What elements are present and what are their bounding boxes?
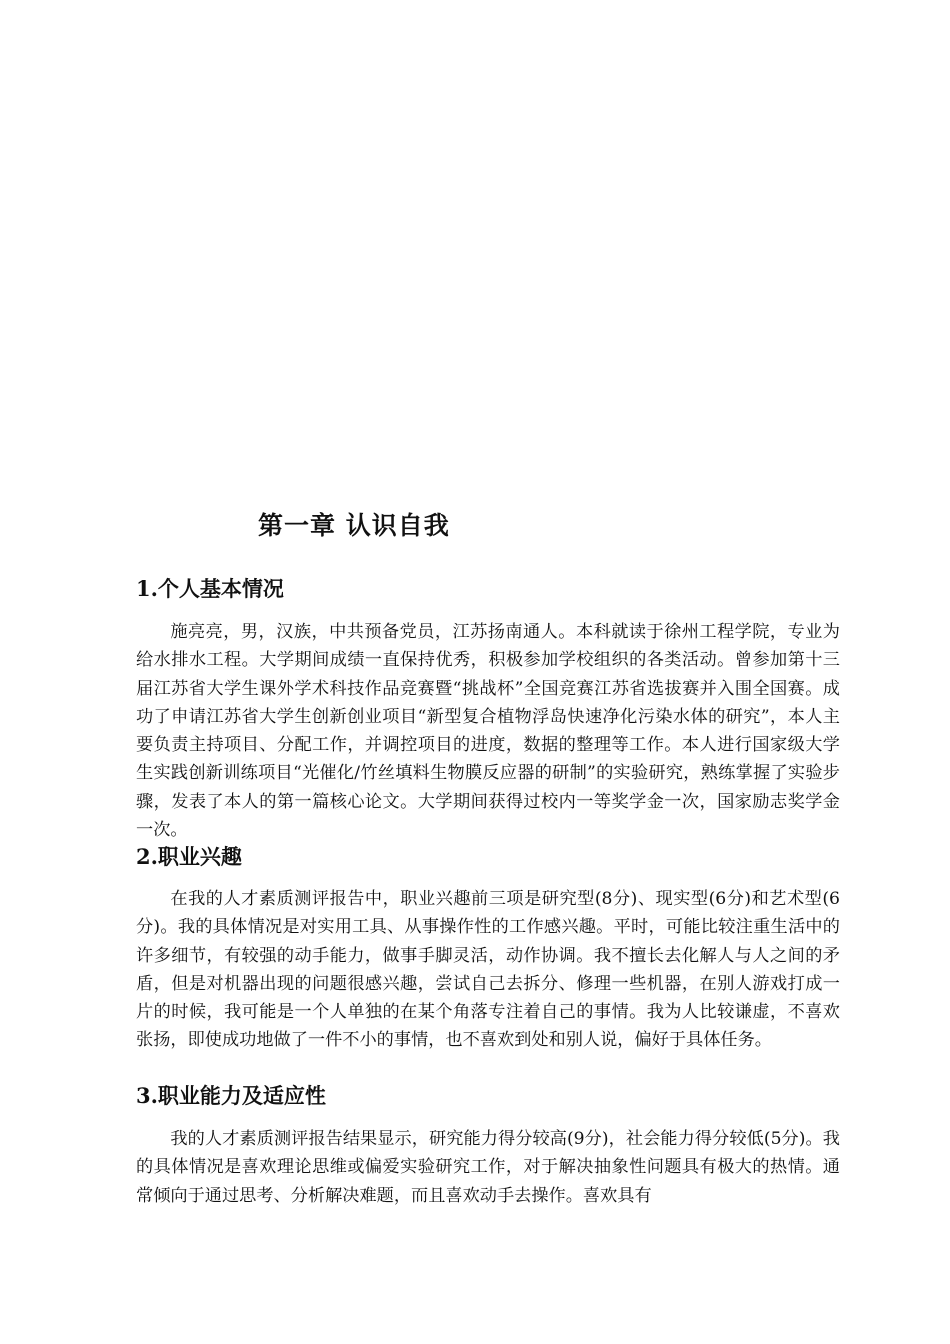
section-paragraph: 施亮亮，男，汉族，中共预备党员，江苏扬南通人。本科就读于徐州工程学院，专业为给水排水工程。大学期间成绩一直保持优秀，积极参加学校组织的各类活动。曾参加第十三届江苏省大学生课外学术科技作品竞赛暨“挑战杯”全国竞赛江苏省选拔赛并入围全国赛。成功了申请江苏省大学生创新创业项目“新型复合植物浮岛快速净化污染水体的研究”，本人主要负责主持项目、分配工作，并调控项目的进度，数据的整理等工作。本人进行国家级大学生实践创新训练项目“光催化/竹丝填料生物膜反应器的研制”的实验研究，熟练掌握了实验步骤，发表了本人的第一篇核心论文。大学期间获得过校内一等奖学金一次，国家励志奖学金一次。 — [136, 622, 840, 841]
section-heading: 2.职业兴趣 — [136, 844, 242, 869]
section-paragraph: 我的人才素质测评报告结果显示，研究能力得分较高(9分)，社会能力得分较低(5分)。我的具体情况是喜欢理论思维或偏爱实验研究工作，对于解决抽象性问题具有极大的热情。通常倾向于通过思考、分析解决难题，而且喜欢动手去操作。喜欢具有 — [136, 1129, 840, 1206]
section-personal-info — [136, 574, 840, 844]
chapter-title: 第一章 认识自我 — [258, 511, 450, 540]
section-heading: 3.职业能力及适应性 — [136, 1083, 326, 1108]
section-heading: 1.个人基本情况 — [136, 576, 284, 601]
section-career-ability — [136, 1081, 840, 1210]
section-paragraph: 在我的人才素质测评报告中，职业兴趣前三项是研究型(8分)、现实型(6分)和艺术型(6分)。我的具体情况是对实用工具、从事操作性的工作感兴趣。平时，可能比较注重生活中的许多细节，有较强的动手能力，做事手脚灵活，动作协调。我不擅长去化解人与人之间的矛盾，但是对机器出现的问题很感兴趣，尝试自己去拆分、修理一些机器，在别人游戏打成一片的时候，我可能是一个人单独的在某个角落专注着自己的事情。我为人比较谦虚，不喜欢张扬，即使成功地做了一件不小的事情，也不喜欢到处和别人说，偏好于具体任务。 — [136, 889, 840, 1051]
section-career-interest — [136, 842, 840, 1055]
